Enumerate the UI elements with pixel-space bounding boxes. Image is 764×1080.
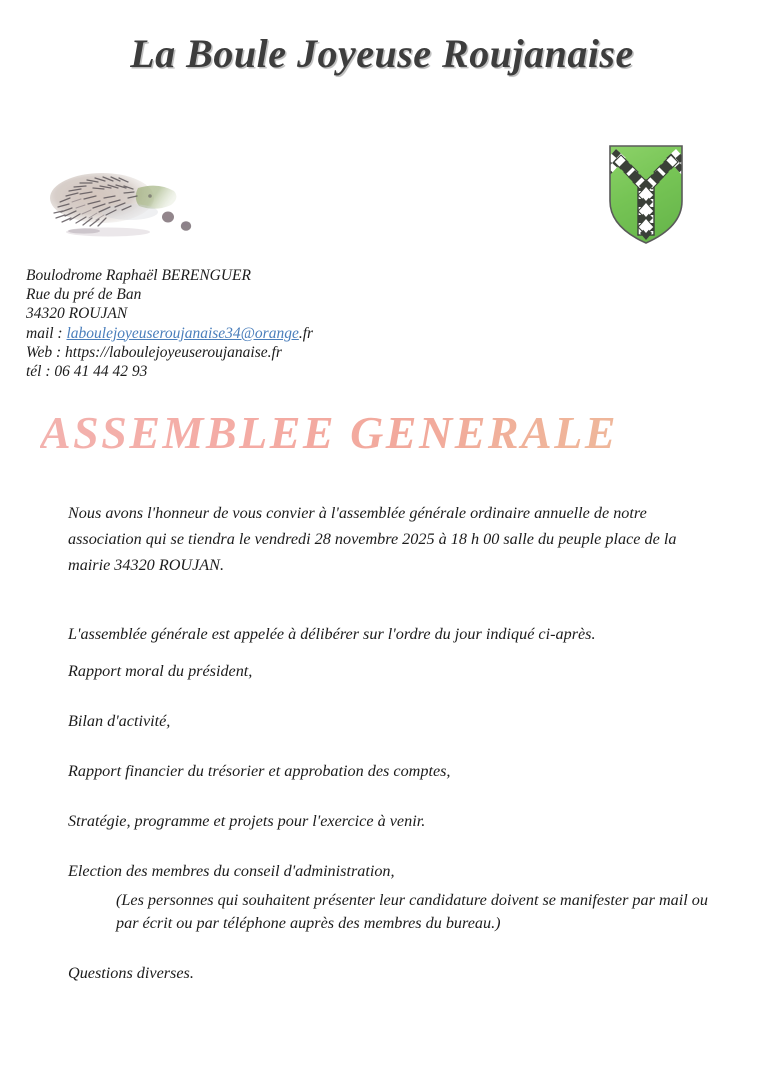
email-link[interactable]: laboulejoyeuseroujanaise34@orange [66,324,299,342]
assembly-heading: ASSEMBLEE GENERALE [40,406,640,459]
agenda-list [68,660,728,1012]
email-tld: .fr [298,324,314,342]
agenda-item: Rapport moral du président, [68,662,253,680]
hedgehog-illustration [38,158,203,243]
agenda-item: Rapport financier du trésorier et approbation des comptes, [68,762,451,780]
email-line [26,324,313,343]
venue-line: Boulodrome Raphaël BERENGUER [26,267,251,284]
coat-of-arms-shield [607,143,685,246]
club-title: La Boule Joyeuse Roujanaise [130,31,634,76]
agenda-election-note: (Les personnes qui souhaitent présenter leur candidature doivent se manifester par mail ou par écrit ou par téléphone auprès des membres du bureau.) [116,891,708,932]
email-label: mail : [26,324,67,342]
agenda-item: Stratégie, programme et projets pour l'exercice à venir. [68,812,426,830]
contact-block [26,266,313,381]
agenda-item: Election des membres du conseil d'administration, [68,862,395,880]
phone-line: tél : 06 41 44 42 93 [26,363,148,381]
street-line: Rue du pré de Ban [26,286,142,304]
city-line: 34320 ROUJAN [26,305,128,323]
agenda-item-closing: Questions diverses. [68,964,194,982]
website-line: Web : https://laboulejoyeuseroujanaise.fr [26,343,282,361]
invitation-paragraph: Nous avons l'honneur de vous convier à l'assemblée générale ordinaire annuelle de notre association qui se tiendra le vendredi 28 novembre 2025 à 18 h 00 salle du peuple place de la mairie 34320 ROUJAN. [68,504,677,575]
deliberation-paragraph: L'assemblée générale est appelée à délibérer sur l'ordre du jour indiqué ci-après. [68,625,596,644]
agenda-item: Bilan d'activité, [68,712,171,730]
